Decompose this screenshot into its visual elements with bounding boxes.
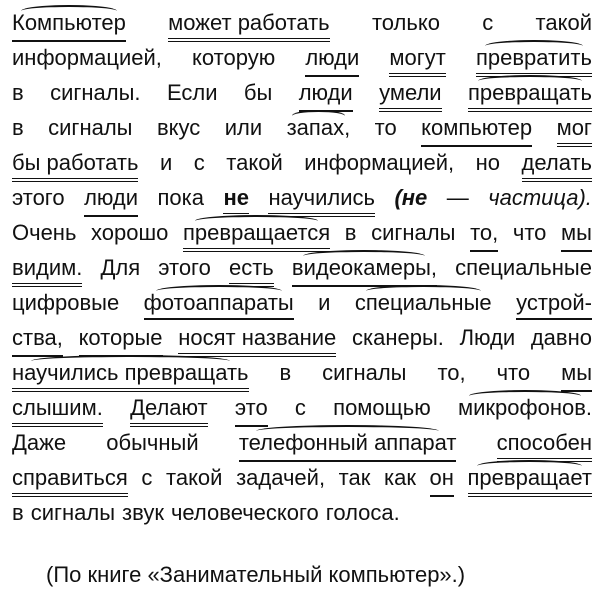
word: компьютер — [421, 113, 532, 147]
word: сканеры. — [351, 325, 444, 350]
word: специальные — [355, 288, 492, 320]
text-line — [12, 183, 592, 217]
word: пока — [157, 185, 205, 210]
word: хорошо — [91, 220, 169, 245]
word: запах, — [287, 113, 351, 147]
text-line — [12, 323, 592, 357]
word: научились превращать — [12, 358, 249, 392]
word: сигналы — [371, 220, 456, 245]
word: может работать — [168, 8, 329, 42]
word: Компьютер — [12, 8, 126, 42]
word: сигналы — [30, 500, 116, 525]
word: есть — [229, 253, 274, 287]
word: видеокамеры, — [292, 253, 437, 287]
word: он — [430, 463, 454, 497]
word: справиться — [12, 463, 128, 497]
text-line — [12, 428, 592, 462]
text-line — [12, 43, 592, 77]
word: ства, — [12, 323, 63, 357]
word: мог — [557, 113, 592, 147]
word: превращает — [468, 463, 592, 497]
word: фотоаппараты — [144, 288, 294, 320]
word: но — [475, 150, 501, 175]
word: мы — [561, 218, 592, 252]
word: Очень — [12, 220, 77, 245]
word: Для — [100, 255, 141, 280]
word: так — [338, 465, 371, 490]
word: в — [12, 500, 24, 525]
word: Если — [166, 80, 218, 105]
word: делать — [522, 148, 592, 182]
word: давно — [530, 325, 592, 350]
word: умели — [379, 78, 442, 112]
word: такой — [535, 10, 592, 35]
word: с — [141, 465, 153, 490]
word: то, — [437, 360, 466, 385]
word: с — [193, 150, 205, 175]
word: Делают — [130, 393, 208, 427]
word: частица). — [488, 185, 592, 210]
word: слышим. — [12, 393, 103, 427]
word: — — [446, 185, 469, 210]
word: в — [279, 360, 292, 385]
word: в — [344, 220, 357, 245]
word: которые — [79, 323, 163, 357]
word: бы — [243, 80, 273, 105]
word: мы — [561, 358, 592, 392]
word: обычный — [106, 430, 199, 455]
word: сигналы — [48, 115, 133, 140]
word: микрофонов. — [458, 393, 592, 427]
word: телефонный аппарат — [239, 428, 457, 462]
text-line — [12, 393, 592, 427]
source-caption: (По книге «Занимательный компьютер».) — [46, 562, 466, 587]
word: люди — [84, 183, 138, 217]
word: носят название — [178, 323, 336, 357]
word: и — [159, 150, 173, 175]
word: или — [224, 115, 263, 140]
word: что — [496, 360, 531, 385]
word: Даже — [12, 430, 67, 455]
text-line — [12, 113, 592, 147]
text-line — [12, 8, 592, 42]
word: устрой- — [516, 288, 592, 320]
word: такой — [226, 150, 283, 175]
word: голоса. — [325, 500, 400, 525]
text-line — [12, 498, 592, 528]
word: сигналы — [322, 360, 407, 385]
word: задачей, — [236, 465, 326, 490]
word: что — [512, 220, 547, 245]
word: в — [12, 115, 24, 140]
word: Люди — [459, 325, 516, 350]
text-line — [12, 148, 592, 182]
word: такой — [166, 465, 223, 490]
word: превратить — [476, 43, 592, 77]
word: с — [482, 10, 494, 35]
word: способен — [497, 428, 592, 462]
word: цифровые — [12, 290, 120, 315]
word: в — [12, 80, 24, 105]
word: человеческого — [170, 500, 319, 525]
text-line — [12, 358, 592, 392]
word: люди — [305, 43, 359, 77]
word: звук — [122, 500, 164, 525]
word: видим. — [12, 253, 82, 287]
word: бы работать — [12, 148, 138, 182]
word: которую — [192, 45, 276, 70]
text-line — [12, 253, 592, 287]
word: как — [383, 465, 416, 490]
word: научились — [268, 183, 374, 217]
word: (не — [394, 185, 428, 210]
word: информацией, — [304, 150, 455, 175]
word: то, — [470, 218, 498, 252]
word: это — [235, 393, 268, 427]
word: не — [223, 183, 249, 217]
word: люди — [299, 78, 353, 112]
word: то — [374, 115, 397, 140]
word: вкус — [156, 115, 201, 140]
word: только — [371, 10, 440, 35]
word: сигналы. — [50, 80, 141, 105]
word: информацией, — [12, 45, 162, 70]
text-line — [12, 288, 592, 320]
text-line — [12, 218, 592, 252]
word: с — [294, 395, 306, 420]
word: и — [318, 290, 331, 315]
text-line — [12, 78, 592, 112]
word: специальные — [455, 255, 592, 280]
text-line — [12, 463, 592, 497]
word: превращается — [183, 218, 330, 252]
word: превращать — [468, 78, 592, 112]
word: этого — [158, 255, 211, 280]
word: могут — [389, 43, 445, 77]
word: помощью — [333, 395, 431, 420]
word: этого — [12, 185, 65, 210]
